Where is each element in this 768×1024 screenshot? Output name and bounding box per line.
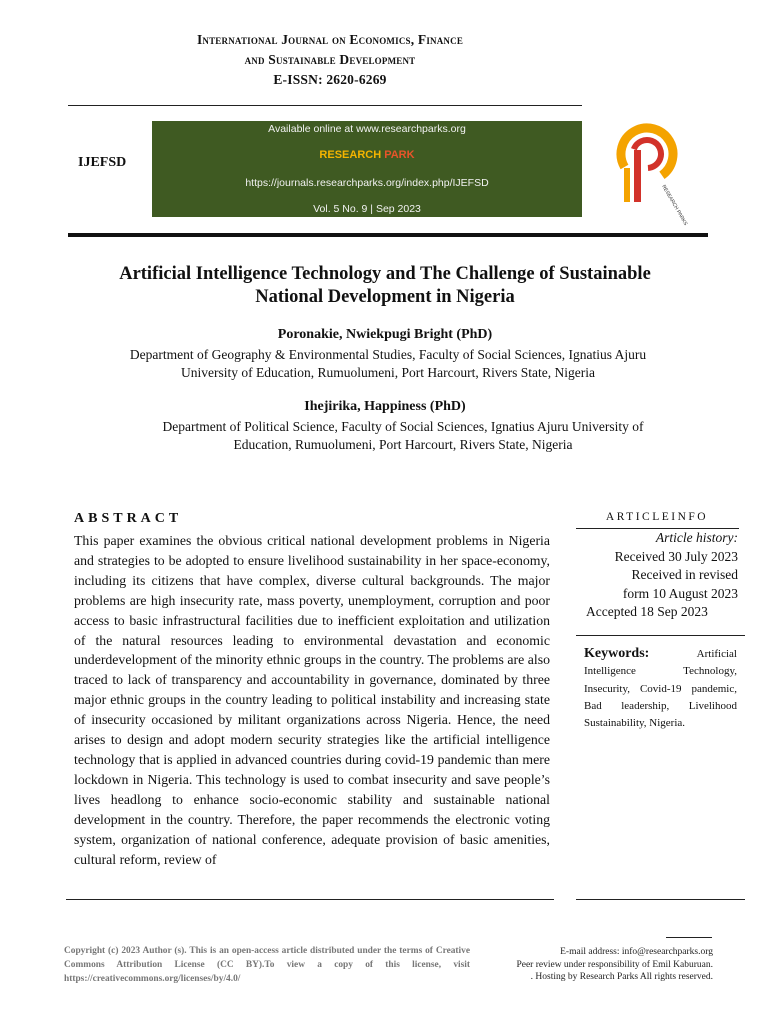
author-name: Poronakie, Nwiekpugi Bright (PhD) [277, 327, 493, 342]
keywords-block [584, 645, 737, 732]
abstract-text: This paper examines the obvious critical national development problems in Nigeria and strategies to be adopted to ensure livelihood sustainability in her space-economy, including its citizens that have complex, diverse cultural backgrounds. The major problems are high insecurity rate, mass poverty, unemployment, corruption and poor access to basic infrastructural facilities due to inefficient exploitation and utilization of the natural resources leading to environmental devastation and economic underdevelopment of the minority ethnic groups in the country. The problems are also traced to lack of transparency and accountability in governance, dominated by three major ethnic groups in the country leading to political instability and increasing state of insecurity occasioned by militant organizations across Nigeria. Hence, the need arises to design and adopt modern security strategies like the artificial intelligence technology that is applied in advanced countries during covid-19 pandemic than mere lockdown in Nigeria. This technology is used to combat insecurity and save people’s lives headlong to enhance socio-economic stability and sustainable national development in the country. Therefore, the paper recommends the electronic voting system, organization of national conference, adequate provision of basic amenities, cultural reform, review of [74, 533, 550, 867]
article-history-label: Article history: [655, 530, 738, 545]
banner-brand [152, 149, 582, 161]
accepted-date: Accepted 18 Sep 2023 [586, 604, 708, 619]
banner-brand-park: PARK [384, 149, 415, 161]
research-parks-logo-icon [612, 120, 689, 227]
author-affiliation [108, 418, 698, 454]
header-thick-rule [68, 233, 708, 237]
author-affiliation-line2: University of Education, Rumuolumeni, Port Harcourt, Rivers State, Nigeria [181, 365, 595, 380]
banner-available-online[interactable]: Available online at www.researchparks.org [268, 123, 466, 135]
paper-title-line2: National Development in Nigeria [255, 287, 515, 307]
journal-abbreviation: IJEFSD [78, 155, 127, 170]
received-date: Received 30 July 2023 [614, 548, 738, 564]
article-history [580, 529, 738, 622]
author-affiliation [88, 346, 688, 382]
author-affiliation-line1: Department of Political Science, Faculty of Social Sciences, Ignatius Ajuru University of [162, 419, 644, 434]
keywords-bottom-rule [576, 899, 745, 900]
abstract-heading: ABSTRACT [74, 511, 183, 526]
article-info-heading: ARTICLEINFO [605, 511, 709, 523]
journal-title [70, 30, 590, 90]
footer-contact [490, 946, 713, 984]
journal-issn: E-ISSN: 2620-6269 [273, 72, 387, 87]
masthead-rule [68, 105, 582, 106]
keywords-text: Artificial Intelligence Technology, Insecurity, Covid-19 pandemic, Bad leadership, Livelihood Sustainability, Nigeria. [584, 648, 737, 730]
banner-volume: Vol. 5 No. 9 | Sep 2023 [313, 203, 421, 215]
footer-peer-review: Peer review under responsibility of Emil Kaburuan. [516, 959, 713, 970]
journal-title-line2: and Sustainable Development [244, 52, 416, 67]
revised-date-line2: form 10 August 2023 [622, 585, 738, 601]
footer-hosting: . Hosting by Research Parks All rights reserved. [530, 972, 713, 982]
author-affiliation-line2: Education, Rumuolumeni, Port Harcourt, Rivers State, Nigeria [233, 437, 573, 452]
footer-email[interactable]: E-mail address: info@researchparks.org [560, 947, 713, 957]
revised-date-line1: Received in revised [631, 567, 738, 582]
paper-title-line1: Artificial Intelligence Technology and The Challenge of Sustainable [119, 264, 651, 284]
copyright-notice: Copyright (c) 2023 Author (s). This is an open-access article distributed under the terms of Creative Commons Attribution License (CC BY).To view a copy of this license, visit https://creativecommons.org/licenses/by/4.0/ [64, 946, 470, 984]
banner-journal-url[interactable]: https://journals.researchparks.org/index.php/IJEFSD [245, 177, 489, 189]
banner-brand-research: RESEARCH [319, 149, 382, 161]
keywords-top-rule [576, 635, 745, 636]
paper-title [90, 263, 680, 309]
footnote-rule [666, 937, 712, 938]
publisher-banner [152, 121, 582, 217]
abstract-bottom-rule [66, 899, 554, 900]
journal-title-line1: International Journal on Economics, Finance [196, 32, 464, 47]
author-name: Ihejirika, Happiness (PhD) [304, 399, 466, 414]
author-affiliation-line1: Department of Geography & Environmental Studies, Faculty of Social Sciences, Ignatius Ajuru [129, 347, 647, 362]
keywords-label: Keywords: [584, 646, 650, 661]
logo-text: RESEARCH PARKS [660, 184, 689, 227]
